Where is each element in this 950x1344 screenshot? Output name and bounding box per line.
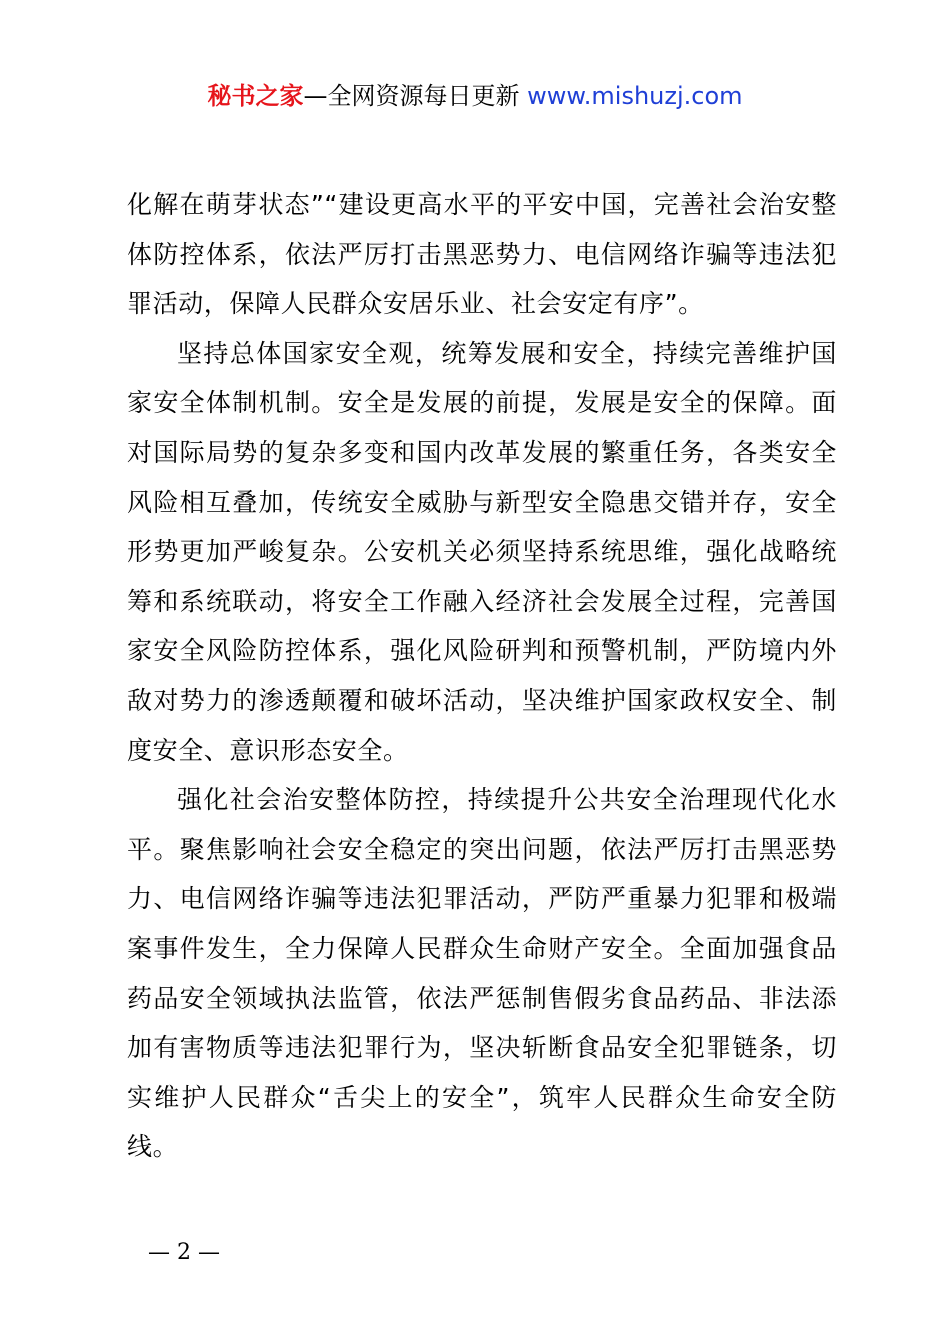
site-header bbox=[0, 78, 950, 114]
brand-name: 秘书之家 bbox=[207, 82, 304, 110]
paragraph-continuation: 化解在萌芽状态”“建设更高水平的平安中国，完善社会治安整体防控体系，依法严厉打击黑恶势力、电信网络诈骗等违法犯罪活动，保障人民群众安居乐业、社会安定有序”。 bbox=[127, 190, 837, 319]
site-url-link[interactable]: www.mishuzj.com bbox=[527, 82, 743, 110]
page-number: — 2 — bbox=[148, 1240, 220, 1265]
paragraph-public-security: 强化社会治安整体防控，持续提升公共安全治理现代化水平。聚焦影响社会安全稳定的突出问题，依法严厉打击黑恶势力、电信网络诈骗等违法犯罪活动，严防严重暴力犯罪和极端案事件发生，全力保障人民群众生命财产安全。全面加强食品药品安全领域执法监管，依法严惩制售假劣食品药品、非法添加有害物质等违法犯罪行为，坚决斩断食品安全犯罪链条，切实维护人民群众“舌尖上的安全”，筑牢人民群众生命安全防线。 bbox=[127, 785, 837, 1162]
document-body bbox=[127, 180, 837, 1172]
paragraph-national-security: 坚持总体国家安全观，统筹发展和安全，持续完善维护国家安全体制机制。安全是发展的前提，发展是安全的保障。面对国际局势的复杂多变和国内改革发展的繁重任务，各类安全风险相互叠加，传统安全威胁与新型安全隐患交错并存，安全形势更加严峻复杂。公安机关必须坚持系统思维，强化战略统筹和系统联动，将安全工作融入经济社会发展全过程，完善国家安全风险防控体系，强化风险研判和预警机制，严防境内外敌对势力的渗透颠覆和破坏活动，坚决维护国家政权安全、制度安全、意识形态安全。 bbox=[127, 338, 837, 765]
header-tagline: —全网资源每日更新 bbox=[303, 82, 528, 110]
